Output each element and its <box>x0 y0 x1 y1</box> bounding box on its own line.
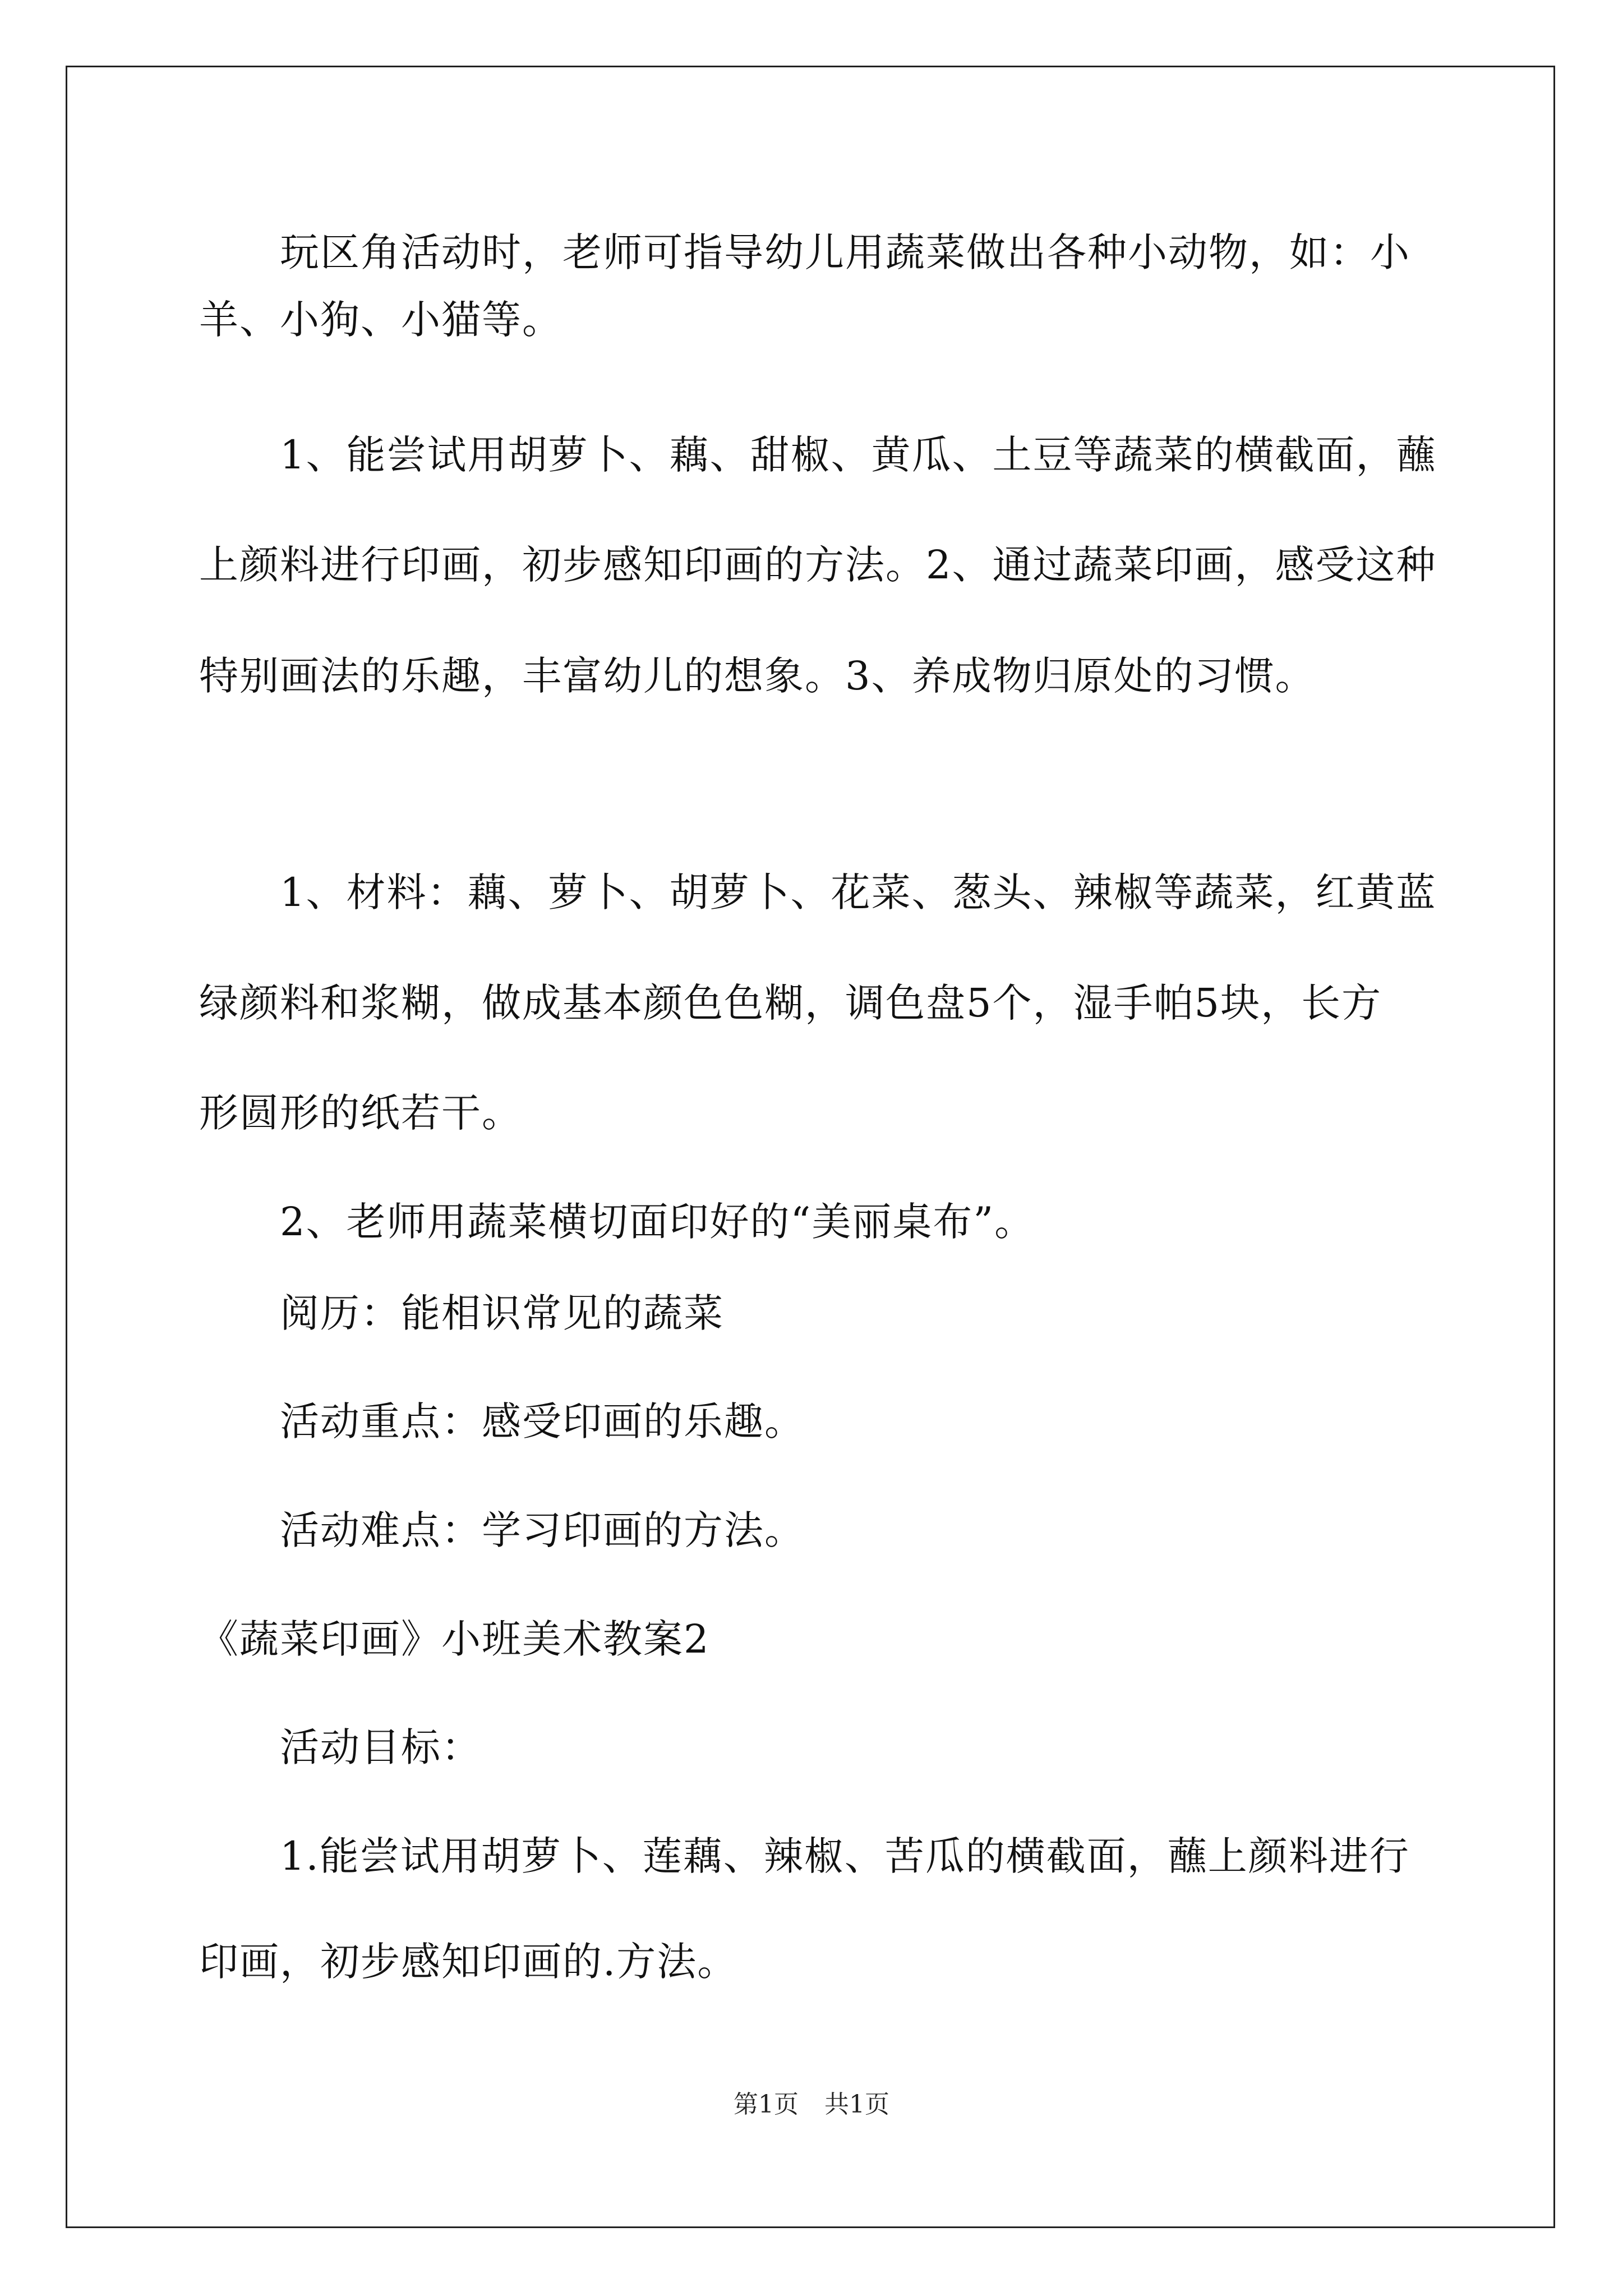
paragraph-line: 活动重点：感受印画的乐趣。 <box>280 1398 805 1444</box>
paragraph-line: 1.能尝试用胡萝卜、莲藕、辣椒、苦瓜的横截面，蘸上颜料进行 <box>280 1833 1410 1879</box>
page-total: 共1页 <box>824 2090 889 2119</box>
paragraph-line: 阅历：能相识常见的蔬菜 <box>280 1290 724 1336</box>
paragraph-line: 印画，初步感知印画的.方法。 <box>199 1939 738 1985</box>
paragraph-line: 特别画法的乐趣，丰富幼儿的想象。3、养成物归原处的习惯。 <box>199 653 1316 699</box>
paragraph-line: 绿颜料和浆糊，做成基本颜色色糊，调色盘5个，湿手帕5块，长方 <box>199 980 1382 1026</box>
paragraph-line: 活动难点：学习印画的方法。 <box>280 1507 805 1553</box>
paragraph-line: 羊、小狗、小猫等。 <box>199 297 562 343</box>
paragraph-line: 2、老师用蔬菜横切面印好的“美丽桌布”。 <box>280 1199 1035 1245</box>
page-number: 第1页 <box>734 2090 799 2119</box>
paragraph-line: 上颜料进行印画，初步感知印画的方法。2、通过蔬菜印画，感受这种 <box>199 542 1437 588</box>
paragraph-line: 1、材料：藕、萝卜、胡萝卜、花菜、葱头、辣椒等蔬菜，红黄蓝 <box>280 869 1437 915</box>
paragraph-line: 形圆形的纸若干。 <box>199 1090 522 1136</box>
paragraph-line: 玩区角活动时，老师可指导幼儿用蔬菜做出各种小动物，如：小 <box>280 229 1410 275</box>
page-footer <box>0 2088 1623 2122</box>
paragraph-line: 1、能尝试用胡萝卜、藕、甜椒、黄瓜、土豆等蔬菜的横截面，蘸 <box>280 432 1437 478</box>
paragraph-line: 活动目标： <box>280 1724 482 1770</box>
document-body <box>199 0 1437 2296</box>
section-title: 《蔬菜印画》小班美术教案2 <box>199 1616 710 1662</box>
